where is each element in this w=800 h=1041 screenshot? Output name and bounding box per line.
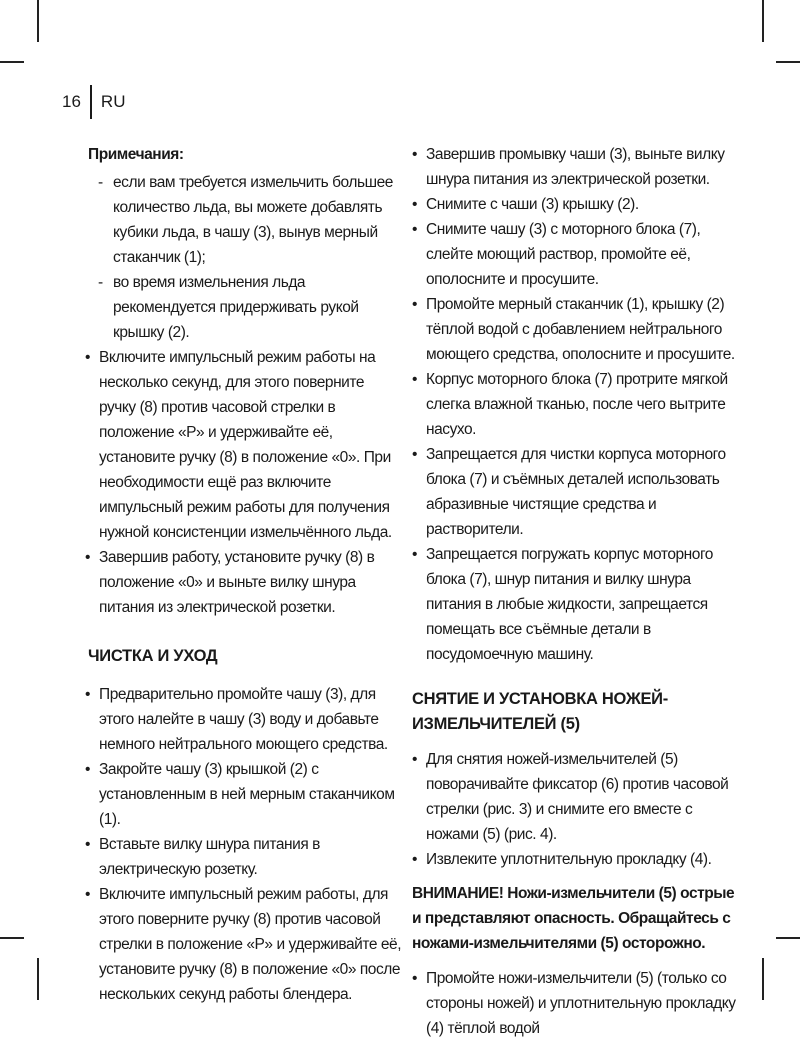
list-item: • Предварительно промойте чашу (3), для этого налейте в чашу (3) воду и добавьте немного нейтрального моющего средства. xyxy=(85,686,388,753)
list-item: • Включите импульсный режим работы на несколько секунд, для этого поверните ручку (8) против часовой стрелки в положение «P» и удерживайте её, установите ручку (8) в положение «0». При необходимости ещё раз включите импульсный режим работы для получения нужной консистенции измельчённого льда. xyxy=(85,349,392,541)
crop-mark-top-left-v xyxy=(37,0,39,42)
crop-mark-top-left-h xyxy=(0,61,24,63)
list-item: • Корпус моторного блока (7) протрите мягкой слегка влажной тканью, после чего вытрите насухо. xyxy=(412,371,728,438)
list-item: • Завершив промывку чаши (3), выньте вилку шнура питания из электрической розетки. xyxy=(412,146,725,188)
list-item: • Включите импульсный режим работы, для этого поверните ручку (8) против часовой стрелки в положение «P» и удерживайте её, установите ручку (8) в положение «0» после нескольких секунд работы блендера. xyxy=(85,886,402,1003)
crop-mark-top-right-h xyxy=(776,61,800,63)
list-item: • Снимите с чаши (3) крышку (2). xyxy=(412,196,639,213)
note-item: - во время измельнения льда рекомендуется придерживать рукой крышку (2). xyxy=(98,274,359,341)
page-header xyxy=(62,84,125,120)
final-list xyxy=(412,966,737,1041)
warning-text: ВНИМАНИЕ! Ножи-измельчители (5) острые и представляют опасность. Обращайтесь с ножами-измельчителями (5) осторожно. xyxy=(412,885,735,952)
crop-mark-bottom-left-h xyxy=(0,937,24,939)
page-number: 16 xyxy=(62,92,81,111)
cleaning-list-continued xyxy=(412,142,737,667)
list-item: • Завершив работу, установите ручку (8) в положение «0» и выньте вилку шнура питания из электрической розетки. xyxy=(85,549,375,616)
left-column xyxy=(85,142,404,1007)
notes-title: Примечания: xyxy=(88,146,184,163)
list-item: • Для снятия ножей-измельчителей (5) поворачивайте фиксатор (6) против часовой стрелки (рис. 3) и снимите его вместе с ножами (5) (рис. 4). xyxy=(412,751,729,843)
section-title-cleaning: ЧИСТКА И УХОД xyxy=(88,647,218,665)
note-item: - если вам требуется измельчить большее количество льда, вы можете добавлять кубики льда, в чашу (3), вынув мерный стаканчик (1); xyxy=(98,174,393,266)
crop-mark-top-right-v xyxy=(762,0,764,42)
list-item: • Снимите чашу (3) с моторного блока (7), слейте моющий раствор, промойте её, ополосните и просушите. xyxy=(412,221,701,288)
list-item: • Вставьте вилку шнура питания в электрическую розетку. xyxy=(85,836,320,878)
section-title-blades: СНЯТИЕ И УСТАНОВКА НОЖЕЙ-ИЗМЕЛЬЧИТЕЛЕЙ (5) xyxy=(412,690,668,733)
language-code: RU xyxy=(100,92,126,111)
right-column xyxy=(412,142,737,1041)
crop-mark-bottom-left-v xyxy=(37,958,39,1000)
list-item: • Закройте чашу (3) крышкой (2) с установленным в ней мерным стаканчиком (1). xyxy=(85,761,395,828)
list-item: • Извлеките уплотнительную прокладку (4). xyxy=(412,851,712,868)
list-item: • Промойте ножи-измельчители (5) (только со стороны ножей) и уплотнительную прокладку (4) тёплой водой xyxy=(412,970,736,1037)
bullet-list xyxy=(85,345,404,620)
list-item: • Запрещается погружать корпус моторного блока (7), шнур питания и вилку шнура питания в любые жидкости, запрещается помещать все съёмные детали в посудомоечную машину. xyxy=(412,546,713,663)
notes-list xyxy=(88,170,404,345)
crop-mark-bottom-right-v xyxy=(762,958,764,1000)
cleaning-list xyxy=(85,682,404,1007)
list-item: • Запрещается для чистки корпуса моторного блока (7) и съёмных деталей использовать абразивные чистящие средства и растворители. xyxy=(412,446,726,538)
crop-mark-bottom-right-h xyxy=(776,937,800,939)
blades-list xyxy=(412,747,737,872)
list-item: • Промойте мерный стаканчик (1), крышку (2) тёплой водой с добавлением нейтрального моющего средства, ополосните и просушите. xyxy=(412,296,735,363)
